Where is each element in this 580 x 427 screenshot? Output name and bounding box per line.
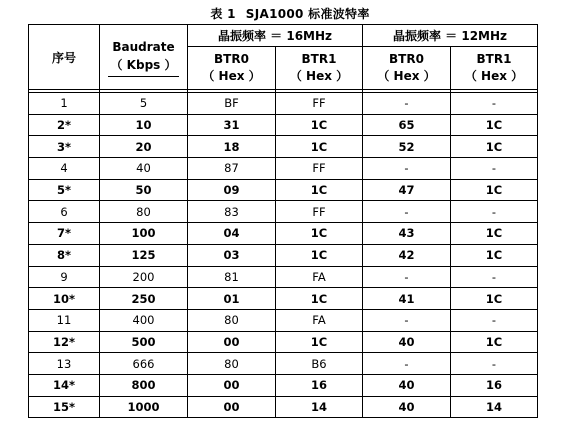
cell-btr0-16mhz: 00 [188, 374, 276, 396]
cell-btr1-16mhz: FF [276, 93, 363, 115]
cell-btr0-12mhz: - [363, 353, 451, 375]
cell-index: 5* [29, 179, 100, 201]
cell-btr0-12mhz: - [363, 309, 451, 331]
cell-baudrate: 666 [100, 353, 188, 375]
cell-btr0-12mhz: 43 [363, 223, 451, 245]
cell-btr0-16mhz: 87 [188, 158, 276, 180]
cell-index: 8* [29, 244, 100, 266]
baudrate-table [28, 24, 538, 418]
cell-index: 2* [29, 114, 100, 136]
table-row [29, 223, 538, 245]
cell-btr0-16mhz: 00 [188, 396, 276, 418]
cell-baudrate: 10 [100, 114, 188, 136]
table-row [29, 179, 538, 201]
table-row [29, 158, 538, 180]
cell-btr1-12mhz: 1C [451, 244, 538, 266]
cell-index: 7* [29, 223, 100, 245]
header-index: 序号 [29, 25, 100, 90]
table-row [29, 266, 538, 288]
cell-baudrate: 20 [100, 136, 188, 158]
cell-baudrate: 250 [100, 288, 188, 310]
header-btr1-16 [276, 47, 363, 90]
table-caption [0, 5, 580, 22]
cell-baudrate: 80 [100, 201, 188, 223]
cell-btr1-16mhz: B6 [276, 353, 363, 375]
cell-baudrate: 100 [100, 223, 188, 245]
cell-btr1-16mhz: 1C [276, 114, 363, 136]
cell-btr1-12mhz: - [451, 93, 538, 115]
cell-baudrate: 1000 [100, 396, 188, 418]
cell-btr0-12mhz: 40 [363, 374, 451, 396]
caption-label: 表 1 [210, 7, 236, 21]
cell-btr1-12mhz: - [451, 309, 538, 331]
header-hex-label: （ Hex ） [289, 69, 349, 83]
cell-btr0-12mhz: - [363, 93, 451, 115]
cell-btr1-12mhz: 1C [451, 179, 538, 201]
cell-btr0-12mhz: - [363, 201, 451, 223]
cell-btr1-16mhz: 1C [276, 331, 363, 353]
cell-btr0-16mhz: 04 [188, 223, 276, 245]
cell-baudrate: 800 [100, 374, 188, 396]
cell-btr0-16mhz: 00 [188, 331, 276, 353]
cell-baudrate: 50 [100, 179, 188, 201]
table-row [29, 201, 538, 223]
header-hex-label: （ Hex ） [464, 69, 524, 83]
cell-index: 10* [29, 288, 100, 310]
table-row [29, 288, 538, 310]
cell-btr1-16mhz: 14 [276, 396, 363, 418]
cell-btr1-12mhz: 1C [451, 114, 538, 136]
header-baudrate-label: Baudrate [112, 39, 175, 54]
cell-btr0-12mhz: 40 [363, 396, 451, 418]
header-row-groups [29, 25, 538, 47]
cell-btr0-16mhz: 81 [188, 266, 276, 288]
cell-baudrate: 500 [100, 331, 188, 353]
cell-index: 9 [29, 266, 100, 288]
header-btr1-label: BTR1 [476, 52, 512, 66]
cell-baudrate: 200 [100, 266, 188, 288]
cell-btr1-12mhz: 14 [451, 396, 538, 418]
cell-index: 12* [29, 331, 100, 353]
cell-btr1-12mhz: 1C [451, 288, 538, 310]
cell-baudrate: 40 [100, 158, 188, 180]
cell-btr1-12mhz: 1C [451, 331, 538, 353]
cell-baudrate: 125 [100, 244, 188, 266]
cell-btr0-16mhz: 18 [188, 136, 276, 158]
header-baudrate [100, 25, 188, 90]
table-row [29, 331, 538, 353]
cell-btr0-12mhz: - [363, 158, 451, 180]
cell-index: 14* [29, 374, 100, 396]
cell-btr1-12mhz: - [451, 158, 538, 180]
table-row [29, 309, 538, 331]
cell-btr1-12mhz: 1C [451, 223, 538, 245]
cell-baudrate: 400 [100, 309, 188, 331]
cell-index: 4 [29, 158, 100, 180]
cell-btr0-16mhz: 80 [188, 309, 276, 331]
cell-btr1-16mhz: FF [276, 158, 363, 180]
cell-btr0-12mhz: 41 [363, 288, 451, 310]
cell-btr1-16mhz: 1C [276, 288, 363, 310]
cell-btr1-12mhz: 16 [451, 374, 538, 396]
header-btr0-label: BTR0 [214, 52, 249, 66]
cell-btr0-16mhz: BF [188, 93, 276, 115]
table-body [29, 25, 538, 418]
header-btr1-label: BTR1 [301, 52, 337, 66]
table-row [29, 114, 538, 136]
cell-btr0-12mhz: 65 [363, 114, 451, 136]
cell-index: 1 [29, 93, 100, 115]
cell-btr0-16mhz: 83 [188, 201, 276, 223]
cell-btr1-12mhz: - [451, 353, 538, 375]
cell-btr0-16mhz: 09 [188, 179, 276, 201]
cell-btr1-12mhz: 1C [451, 136, 538, 158]
cell-index: 13 [29, 353, 100, 375]
cell-index: 11 [29, 309, 100, 331]
cell-baudrate: 5 [100, 93, 188, 115]
cell-btr0-12mhz: 52 [363, 136, 451, 158]
cell-btr0-16mhz: 31 [188, 114, 276, 136]
cell-btr0-12mhz: 40 [363, 331, 451, 353]
cell-btr1-16mhz: 1C [276, 136, 363, 158]
table-row [29, 93, 538, 115]
cell-index: 6 [29, 201, 100, 223]
header-hex-label: （ Hex ） [377, 69, 436, 83]
header-group-12mhz: 晶振频率 ＝ 12MHz [363, 25, 538, 47]
cell-btr1-16mhz: 1C [276, 223, 363, 245]
table-row [29, 353, 538, 375]
cell-btr0-12mhz: 47 [363, 179, 451, 201]
cell-btr0-16mhz: 03 [188, 244, 276, 266]
cell-btr1-16mhz: 16 [276, 374, 363, 396]
header-btr0-label: BTR0 [389, 52, 424, 66]
cell-btr0-16mhz: 01 [188, 288, 276, 310]
cell-btr1-16mhz: FA [276, 309, 363, 331]
cell-btr1-16mhz: FA [276, 266, 363, 288]
table-row [29, 244, 538, 266]
cell-btr0-12mhz: - [363, 266, 451, 288]
header-baudrate-unit: （ Kbps ） [108, 56, 180, 77]
cell-index: 15* [29, 396, 100, 418]
header-group-16mhz: 晶振频率 ＝ 16MHz [188, 25, 363, 47]
header-btr1-12 [451, 47, 538, 90]
cell-btr1-12mhz: - [451, 201, 538, 223]
header-btr0-16 [188, 47, 276, 90]
cell-btr1-12mhz: - [451, 266, 538, 288]
caption-title: SJA1000 标准波特率 [245, 7, 370, 21]
table-row [29, 136, 538, 158]
table-row [29, 396, 538, 418]
cell-btr0-12mhz: 42 [363, 244, 451, 266]
cell-btr1-16mhz: 1C [276, 244, 363, 266]
header-btr0-12 [363, 47, 451, 90]
cell-btr1-16mhz: 1C [276, 179, 363, 201]
cell-index: 3* [29, 136, 100, 158]
cell-btr1-16mhz: FF [276, 201, 363, 223]
table-row [29, 374, 538, 396]
header-hex-label: （ Hex ） [202, 69, 261, 83]
cell-btr0-16mhz: 80 [188, 353, 276, 375]
